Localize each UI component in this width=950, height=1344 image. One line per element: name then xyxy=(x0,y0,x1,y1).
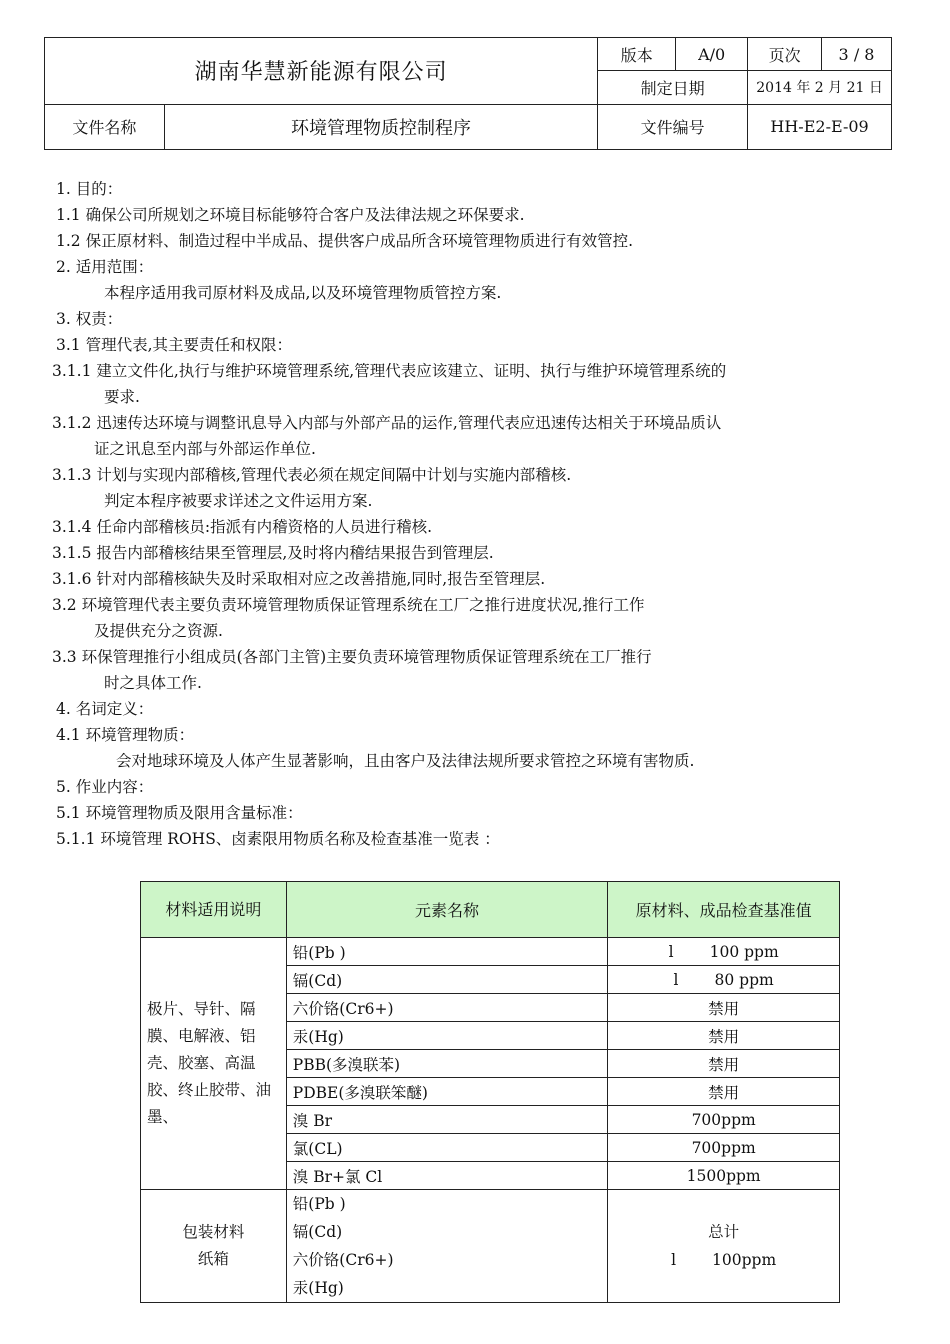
element-item: 六价铬(Cr6+) xyxy=(292,1251,394,1269)
standard-value: 100 ppm xyxy=(709,942,779,961)
company-name: 湖南华慧新能源有限公司 xyxy=(45,38,598,105)
symbol: l xyxy=(673,970,679,989)
page-label: 页次 xyxy=(748,38,822,71)
material-group-2-line-2: 纸箱 xyxy=(197,1250,229,1268)
text-line: 要求. xyxy=(104,388,140,406)
text-line: 5.1 环境管理物质及限用含量标准： xyxy=(56,804,303,822)
total-label: 总计 xyxy=(708,1223,740,1241)
standard-cell: 700ppm xyxy=(608,1134,840,1162)
text-line: 3.2 环境管理代表主要负责环境管理物质保证管理系统在工厂之推行进度状况,推行工作 xyxy=(52,596,645,614)
text-line: 会对地球环境及人体产生显著影响，且由客户及法律法规所要求管控之环境有害物质. xyxy=(116,752,695,770)
standard-cell: 禁用 xyxy=(608,1022,840,1050)
page-value: 3 / 8 xyxy=(822,38,892,71)
material-group-2 xyxy=(141,1190,287,1303)
fileno-label: 文件编号 xyxy=(598,104,748,149)
text-line: 4.1 环境管理物质： xyxy=(56,726,195,744)
text-line: 本程序适用我司原材料及成品,以及环境管理物质管控方案. xyxy=(104,284,502,302)
element-list-cell xyxy=(286,1190,608,1303)
substance-limit-table xyxy=(140,881,840,1303)
element-cell: PBB(多溴联苯) xyxy=(286,1050,608,1078)
text-line: 证之讯息至内部与外部运作单位. xyxy=(94,440,316,458)
text-line: 3.1 管理代表,其主要责任和权限： xyxy=(56,336,293,354)
standard-cell: 1500ppm xyxy=(608,1162,840,1190)
material-group-1: 极片、导针、隔膜、电解液、铝壳、胶塞、高温胶、终止胶带、油墨、 xyxy=(141,938,287,1190)
symbol: l xyxy=(668,942,674,961)
element-item: 汞(Hg) xyxy=(292,1279,344,1297)
element-item: 铅(Pb ) xyxy=(292,1195,346,1213)
symbol: l xyxy=(671,1251,677,1269)
text-line: 2. 适用范围： xyxy=(56,258,154,276)
element-cell: 溴 Br+氯 Cl xyxy=(286,1162,608,1190)
standard-cell: 禁用 xyxy=(608,994,840,1022)
element-cell: PDBE(多溴联笨醚) xyxy=(286,1078,608,1106)
material-group-2-line-1: 包装材料 xyxy=(182,1223,245,1241)
total-standard-cell xyxy=(608,1190,840,1303)
element-cell: 溴 Br xyxy=(286,1106,608,1134)
standard-value: 80 ppm xyxy=(714,970,774,989)
text-line: 3.3 环保管理推行小组成员(各部门主管)主要负责环境管理物质保证管理系统在工厂推行 xyxy=(52,648,652,666)
text-line: 3.1.1 建立文件化,执行与维护环境管理系统,管理代表应该建立、证明、执行与维护环境管理系统的 xyxy=(52,362,727,380)
text-line: 1.1 确保公司所规划之环境目标能够符合客户及法律法规之环保要求. xyxy=(56,206,525,224)
element-cell: 氯(CL) xyxy=(286,1134,608,1162)
date-value: 2014 年 2 月 21 日 xyxy=(748,71,892,104)
document-body xyxy=(52,176,906,852)
text-line: 3.1.5 报告内部稽核结果至管理层,及时将内稽结果报告到管理层. xyxy=(52,544,494,562)
text-line: 5.1.1 环境管理 ROHS、卤素限用物质名称及检查基准一览表 ： xyxy=(56,830,500,848)
text-line: 3.1.6 针对内部稽核缺失及时采取相对应之改善措施,同时,报告至管理层. xyxy=(52,570,546,588)
text-line: 5. 作业内容： xyxy=(56,778,154,796)
element-cell: 汞(Hg) xyxy=(286,1022,608,1050)
document-header xyxy=(44,37,892,150)
standard-value: 100ppm xyxy=(712,1251,777,1269)
column-header-material: 材料适用说明 xyxy=(141,882,287,938)
text-line: 时之具体工作. xyxy=(104,674,202,692)
filename-label: 文件名称 xyxy=(45,104,165,149)
standard-cell: 禁用 xyxy=(608,1050,840,1078)
filename-value: 环境管理物质控制程序 xyxy=(164,104,597,149)
version-label: 版本 xyxy=(598,38,676,71)
standard-cell: 禁用 xyxy=(608,1078,840,1106)
text-line: 3.1.4 任命内部稽核员:指派有内稽资格的人员进行稽核. xyxy=(52,518,433,536)
standard-cell: 700ppm xyxy=(608,1106,840,1134)
text-line: 3.1.2 迅速传达环境与调整讯息导入内部与外部产品的运作,管理代表应迅速传达相关于环境品质认 xyxy=(52,414,722,432)
element-cell: 六价铬(Cr6+) xyxy=(286,994,608,1022)
element-item: 镉(Cd) xyxy=(292,1223,343,1241)
column-header-standard: 原材料、成品检查基准值 xyxy=(608,882,840,938)
text-line: 4. 名词定义： xyxy=(56,700,154,718)
text-line: 3. 权责： xyxy=(56,310,123,328)
element-cell: 铅(Pb ) xyxy=(286,938,608,966)
text-line: 3.1.3 计划与实现内部稽核,管理代表必须在规定间隔中计划与实施内部稽核. xyxy=(52,466,572,484)
text-line: 判定本程序被要求详述之文件运用方案. xyxy=(104,492,373,510)
version-value: A/0 xyxy=(676,38,748,71)
total-value xyxy=(614,1246,833,1274)
fileno-value: HH-E2-E-09 xyxy=(748,104,892,149)
text-line: 1. 目的： xyxy=(56,180,123,198)
standard-cell xyxy=(608,966,840,994)
text-line: 1.2 保正原材料、制造过程中半成品、提供客户成品所含环境管理物质进行有效管控. xyxy=(56,232,634,250)
date-label: 制定日期 xyxy=(598,71,748,104)
element-cell: 镉(Cd) xyxy=(286,966,608,994)
column-header-element: 元素名称 xyxy=(286,882,608,938)
standard-cell xyxy=(608,938,840,966)
text-line: 及提供充分之资源. xyxy=(94,622,223,640)
